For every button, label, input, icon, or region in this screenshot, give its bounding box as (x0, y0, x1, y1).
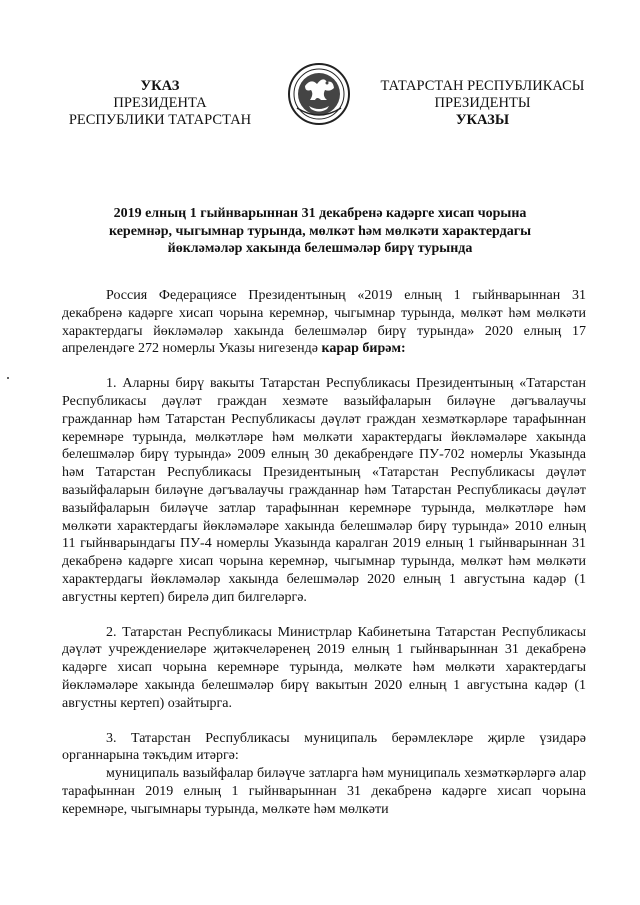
header-right-line2: ПРЕЗИДЕНТЫ (434, 95, 531, 111)
header-right-line3: УКАЗЫ (455, 112, 510, 128)
intro-text: Россия Федерациясе Президентының «2019 елның 1 гыйнварыннан 31 декабренә кадәрге хисап чорына керемнәр, чыгымнар турында, мөлкәт һәм мөлкәти характердагы йөкләмәләр хакында белешмәләр бирү турында» 2020 елның 17 апрелендәге 272 номерлы Указы нигезендә (62, 288, 586, 357)
title-line2: керемнәр, чыгымнар турында, мөлкәт һәм мөлкәти характердагы (108, 223, 532, 239)
scan-speck (7, 377, 9, 379)
header-russian (60, 78, 260, 129)
document-title (60, 205, 580, 258)
intro-paragraph (62, 287, 586, 358)
header-tatar (370, 78, 595, 129)
paragraph-1: 1. Аларны бирү вакыты Татарстан Республикасы Президентының «Татарстан Республикасы дәүләт граждан хезмәте вазыйфаларын биләүне дәгъвалаучы гражданнар һәм Татарстан Республикасы дәүләт граждан хезмәткәрләре тарафыннан керемнәре турында, мөлкәтләре һәм мөлкәти характердагы йөкләмәләре хакында белешмәләр бирү турында» 2009 елның 30 декабрендәге ПУ-702 номерлы Указында һәм Татарстан Республикасы Президентының «Татарстан Республикасы дәүләт вазыйфаларын биләүне дәгъвалаучы гражданнар һәм Татарстан Республикасы дәүләт вазыйфаларын биләүче затлар тарафыннан керемнәре турында, мөлкәтләре һәм мөлкәти характердагы йөкләмәләре хакында белешмәләр бирү турында» 2010 елның 11 гыйнварындагы ПУ-4 номерлы Указында каралган 2019 елның 1 гыйнварыннан 31 декабренә кадәрге хисап чорына керемнәр, чыгымнар турында, мөлкәт һәм мөлкәти характердагы йөкләмәләр хакында белешмәләр 2020 елның 1 августына кадәр (1 августны кертеп) бирелә дип билгеләргә. (62, 376, 586, 605)
header-left-line1: УКАЗ (140, 78, 180, 94)
document-body (62, 287, 586, 836)
paragraph-2: 2. Татарстан Республикасы Министрлар Кабинетына Татарстан Республикасы дәүләт учреждениеләре җитәкчеләренең 2019 елның 1 гыйнварыннан 31 декабренә кадәрге хисап чорына керемнәре турында, мөлкәте һәм мөлкәти характердагы йөкләмәләре хакында белешмәләр бирү вакытын 2020 елның 1 августына кадәр (1 августны кертеп) озайтырга. (62, 624, 586, 711)
intro-bold: карар бирәм: (321, 341, 406, 357)
title-line3: йөкләмәләр хакында белешмәләр бирү турында (167, 241, 473, 256)
paragraph-3: 3. Татарстан Республикасы муниципаль берәмлекләре җирле үзидарә органнарына тәкъдим итәргә: (62, 730, 586, 764)
header-right-line1: ТАТАРСТАН РЕСПУБЛИКАСЫ (380, 78, 585, 94)
paragraph-4: муниципаль вазыйфалар биләүче затларга һәм муниципаль хезмәткәрләргә алар тарафыннан 2019 елның 1 гыйнварыннан 31 декабренә кадәрге хисап чорына керемнәре, чыгымнары турында, мөлкәте һәм мөлкәти (62, 766, 586, 817)
header-left-line3: РЕСПУБЛИКИ ТАТАРСТАН (68, 112, 252, 128)
title-line1: 2019 елның 1 гыйнварыннан 31 декабренә кадәрге хисап чорына (113, 206, 527, 221)
coat-of-arms-icon (287, 62, 351, 126)
header-left-line2: ПРЕЗИДЕНТА (113, 95, 207, 111)
